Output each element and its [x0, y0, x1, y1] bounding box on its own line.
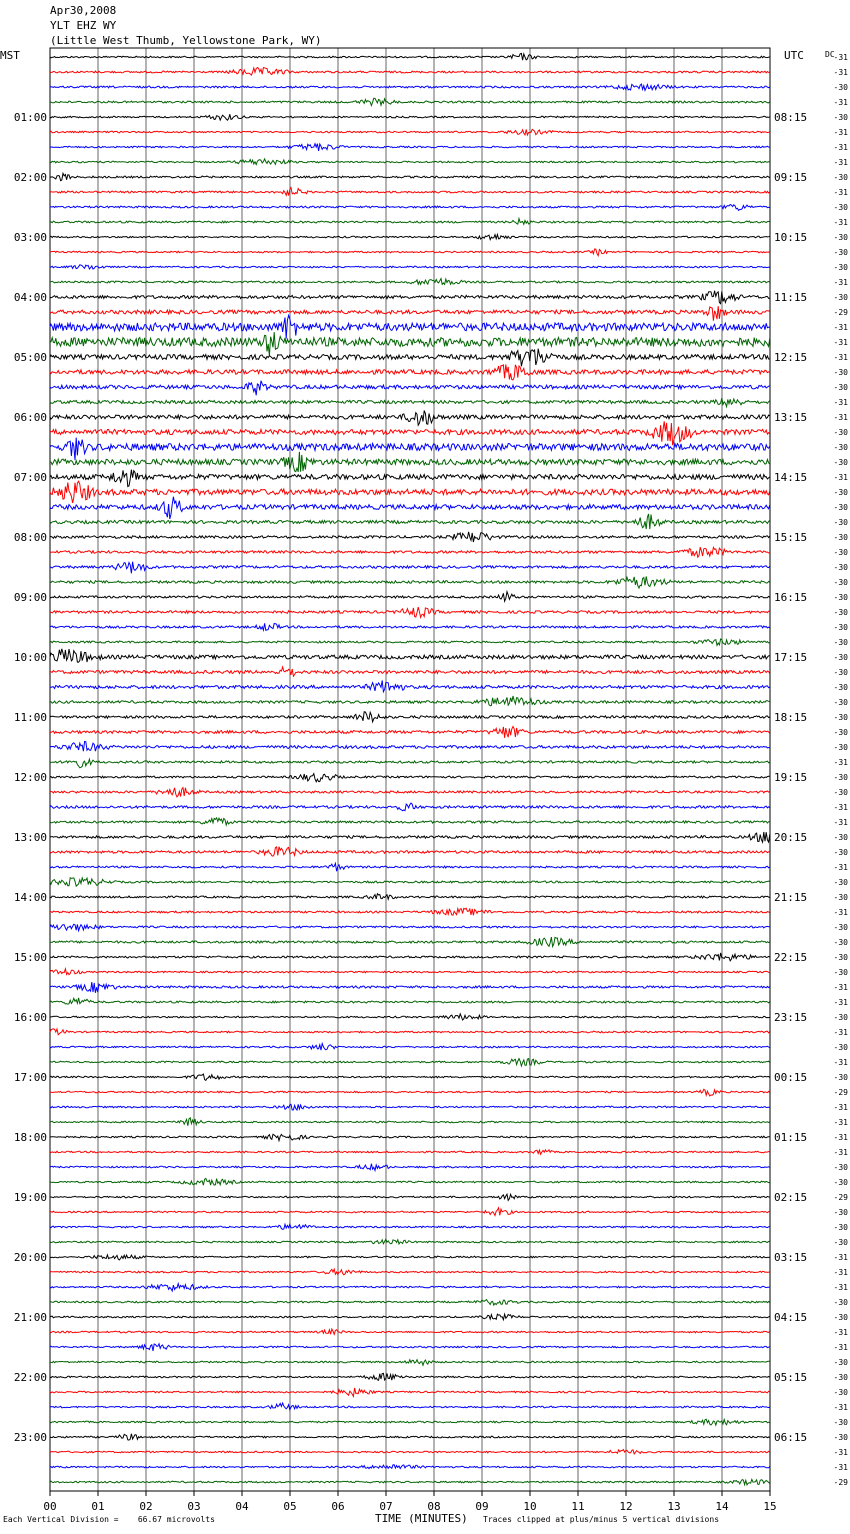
seismic-trace	[50, 982, 770, 993]
dc-offset-label: -30	[833, 248, 848, 257]
mst-hour-label: 21:00	[13, 1311, 47, 1324]
x-tick-label: 11	[571, 1500, 585, 1513]
dc-offset-label: -30	[833, 113, 848, 122]
utc-hour-label: 03:15	[774, 1251, 808, 1264]
dc-offset-label: -30	[833, 923, 848, 932]
dc-offset-label: -30	[833, 788, 848, 797]
dc-offset-label: -31	[833, 1403, 848, 1412]
seismic-trace	[50, 953, 770, 961]
seismic-trace	[50, 53, 770, 60]
dc-offset-label: -30	[833, 1418, 848, 1427]
seismic-trace	[50, 1300, 770, 1306]
seismic-trace	[50, 129, 770, 135]
x-tick-label: 02	[139, 1500, 153, 1513]
dc-offset-label: -31	[833, 1343, 848, 1352]
dc-offset-label: -30	[833, 878, 848, 887]
dc-offset-label: -31	[833, 998, 848, 1007]
mst-hour-label: 05:00	[13, 351, 47, 364]
dc-offset-label: -29	[833, 308, 848, 317]
dc-offset-label: -30	[833, 488, 848, 497]
dc-offset-label: -31	[833, 1448, 848, 1457]
seismic-trace	[50, 742, 770, 752]
dc-offset-label: -31	[833, 398, 848, 407]
seismic-trace	[50, 1360, 770, 1366]
dc-offset-label: -31	[833, 1103, 848, 1112]
mst-hour-label: 10:00	[13, 651, 47, 664]
seismic-trace	[50, 1014, 770, 1020]
mst-hour-label: 08:00	[13, 531, 47, 544]
utc-hour-label: 04:15	[774, 1311, 808, 1324]
location-label: (Little West Thumb, Yellowstone Park, WY)	[50, 34, 322, 47]
x-tick-label: 13	[667, 1500, 681, 1513]
dc-offset-label: -30	[833, 428, 848, 437]
seismic-trace	[50, 696, 770, 706]
mst-hour-label: 23:00	[13, 1431, 47, 1444]
mst-hour-label: 22:00	[13, 1371, 47, 1384]
dc-offset-label: -31	[833, 1283, 848, 1292]
seismic-trace	[50, 188, 770, 196]
dc-offset-label: -31	[833, 128, 848, 137]
utc-hour-label: 02:15	[774, 1191, 808, 1204]
seismic-trace	[50, 1255, 770, 1260]
seismic-trace	[50, 173, 770, 180]
dc-offset-label: -30	[833, 653, 848, 662]
seismic-trace	[50, 832, 770, 842]
dc-offset-label: -30	[833, 713, 848, 722]
seismic-trace	[50, 680, 770, 691]
utc-hour-label: 19:15	[774, 771, 808, 784]
dc-offset-label: -30	[833, 443, 848, 452]
seismic-trace	[50, 1029, 770, 1035]
x-tick-label: 03	[187, 1500, 201, 1513]
dc-offset-label: -31	[833, 1328, 848, 1337]
seismic-trace	[50, 547, 770, 557]
seismic-trace	[50, 349, 770, 367]
dc-offset-label: -31	[833, 1148, 848, 1157]
utc-hour-label: 16:15	[774, 591, 808, 604]
seismic-trace	[50, 577, 770, 589]
date-label: Apr30,2008	[50, 4, 117, 17]
utc-hour-label: 13:15	[774, 411, 808, 424]
dc-offset-label: -30	[833, 1313, 848, 1322]
station-label: YLT EHZ WY	[50, 19, 117, 32]
seismic-trace	[50, 364, 770, 380]
utc-hour-label: 06:15	[774, 1431, 808, 1444]
seismic-trace	[50, 1419, 770, 1425]
dc-offset-label: -29	[833, 1478, 848, 1487]
dc-offset-label: -30	[833, 638, 848, 647]
dc-offset-label: -31	[833, 1268, 848, 1277]
seismic-trace	[50, 481, 770, 503]
dc-offset-label: -30	[833, 1178, 848, 1187]
dc-offset-label: -30	[833, 623, 848, 632]
x-tick-label: 15	[763, 1500, 777, 1513]
dc-offset-label: -31	[833, 278, 848, 287]
mst-hour-label: 18:00	[13, 1131, 47, 1144]
dc-offset-label: -30	[833, 953, 848, 962]
seismic-trace	[50, 562, 770, 574]
x-tick-label: 12	[619, 1500, 633, 1513]
utc-hour-label: 20:15	[774, 831, 808, 844]
dc-offset-label: -31	[833, 413, 848, 422]
dc-offset-label: -31	[833, 338, 848, 347]
mst-hour-label: 07:00	[13, 471, 47, 484]
seismic-trace	[50, 114, 770, 120]
dc-offset-label: -30	[833, 1388, 848, 1397]
dc-offset-label: -30	[833, 293, 848, 302]
dc-offset-label: -30	[833, 938, 848, 947]
dc-offset-label: -30	[833, 773, 848, 782]
seismic-trace	[50, 265, 770, 269]
dc-offset-label: -30	[833, 683, 848, 692]
dc-offset-label: -30	[833, 728, 848, 737]
seismic-trace	[50, 607, 770, 617]
seismic-trace	[50, 592, 770, 602]
seismic-trace	[50, 727, 770, 738]
utc-hour-label: 01:15	[774, 1131, 808, 1144]
x-axis-title: TIME (MINUTES)	[375, 1512, 468, 1525]
dc-offset-label: -31	[833, 353, 848, 362]
mst-hour-label: 16:00	[13, 1011, 47, 1024]
x-tick-label: 07	[379, 1500, 393, 1513]
dc-offset-label: -31	[833, 1253, 848, 1262]
seismic-trace	[50, 1284, 770, 1291]
seismic-trace	[50, 1479, 770, 1485]
x-tick-label: 01	[91, 1500, 105, 1513]
utc-hour-label: 14:15	[774, 471, 808, 484]
dc-offset-label: -31	[833, 908, 848, 917]
mst-axis-label: MST	[0, 49, 20, 62]
dc-offset-label: -31	[833, 98, 848, 107]
mst-hour-label: 12:00	[13, 771, 47, 784]
utc-hour-label: 00:15	[774, 1071, 808, 1084]
dc-offset-label: -30	[833, 1223, 848, 1232]
seismic-trace	[50, 1044, 770, 1051]
mst-hour-label: 19:00	[13, 1191, 47, 1204]
seismic-trace	[50, 306, 770, 321]
seismic-trace	[50, 235, 770, 240]
dc-offset-label: -30	[833, 548, 848, 557]
seismic-trace	[50, 998, 770, 1004]
seismic-trace	[50, 411, 770, 426]
seismic-trace	[50, 532, 770, 542]
utc-hour-label: 17:15	[774, 651, 808, 664]
utc-hour-label: 23:15	[774, 1011, 808, 1024]
dc-offset-label: -30	[833, 263, 848, 272]
seismic-trace	[50, 1450, 770, 1454]
seismic-trace	[50, 144, 770, 151]
seismic-trace	[50, 1089, 770, 1096]
dc-offset-label: -30	[833, 698, 848, 707]
seismic-trace	[50, 908, 770, 915]
dc-offset-label: -31	[833, 983, 848, 992]
seismic-trace	[50, 68, 770, 76]
mst-hour-label: 11:00	[13, 711, 47, 724]
dc-offset-label: -30	[833, 83, 848, 92]
dc-offset-label: -31	[833, 1028, 848, 1037]
seismic-trace	[50, 514, 770, 529]
dc-offset-label: -30	[833, 1433, 848, 1442]
seismic-trace	[50, 649, 770, 662]
dc-offset-label: -30	[833, 743, 848, 752]
seismic-trace	[50, 1239, 770, 1244]
x-tick-label: 06	[331, 1500, 345, 1513]
seismic-trace	[50, 803, 770, 811]
seismic-trace	[50, 381, 770, 396]
seismic-trace	[50, 623, 770, 630]
dc-offset-label: -30	[833, 1373, 848, 1382]
seismic-trace	[50, 1059, 770, 1066]
dc-offset-label: -31	[833, 803, 848, 812]
seismic-trace	[50, 84, 770, 90]
seismic-trace	[50, 1434, 770, 1440]
seismic-trace	[50, 1388, 770, 1396]
dc-offset-label: -31	[833, 158, 848, 167]
seismic-trace	[50, 497, 770, 519]
seismic-trace	[50, 205, 770, 211]
dc-offset-label: -31	[833, 218, 848, 227]
dc-offset-label: -30	[833, 848, 848, 857]
seismic-trace	[50, 1150, 770, 1155]
dc-offset-label: -30	[833, 1163, 848, 1172]
mst-hour-label: 09:00	[13, 591, 47, 604]
dc-offset-label: -30	[833, 668, 848, 677]
seismic-trace	[50, 863, 770, 871]
seismic-trace	[50, 98, 770, 105]
seismic-trace	[50, 398, 770, 407]
seismic-trace	[50, 712, 770, 722]
seismic-trace	[50, 1194, 770, 1200]
seismic-trace	[50, 421, 770, 445]
seismic-trace	[50, 1269, 770, 1275]
dc-offset-label: -30	[833, 458, 848, 467]
dc-offset-label: -30	[833, 1208, 848, 1217]
mst-hour-label: 03:00	[13, 231, 47, 244]
dc-offset-label: -30	[833, 833, 848, 842]
seismic-trace	[50, 470, 770, 487]
dc-offset-label: -30	[833, 173, 848, 182]
dc-offset-label: -29	[833, 1088, 848, 1097]
seismic-trace	[50, 894, 770, 900]
mst-hour-label: 02:00	[13, 171, 47, 184]
dc-offset-label: -30	[833, 1298, 848, 1307]
utc-hour-label: 21:15	[774, 891, 808, 904]
seismic-trace	[50, 847, 770, 856]
seismic-trace	[50, 878, 770, 886]
seismic-trace	[50, 279, 770, 285]
seismic-trace	[50, 159, 770, 165]
dc-offset-label: -30	[833, 1073, 848, 1082]
utc-hour-label: 12:15	[774, 351, 808, 364]
mst-hour-label: 06:00	[13, 411, 47, 424]
seismic-trace	[50, 774, 770, 782]
dc-offset-label: -31	[833, 758, 848, 767]
dc-offset-label: -31	[833, 1463, 848, 1472]
dc-offset-label: -30	[833, 503, 848, 512]
mst-hour-label: 01:00	[13, 111, 47, 124]
dc-label: DC	[825, 50, 835, 59]
dc-offset-label: -30	[833, 518, 848, 527]
seismic-trace	[50, 1344, 770, 1351]
mst-hour-label: 14:00	[13, 891, 47, 904]
seismic-trace	[50, 291, 770, 304]
dc-offset-label: -31	[833, 68, 848, 77]
seismic-trace	[50, 1329, 770, 1334]
x-tick-label: 04	[235, 1500, 249, 1513]
clip-note: Traces clipped at plus/minus 5 vertical divisions	[483, 1515, 720, 1524]
mst-hour-label: 17:00	[13, 1071, 47, 1084]
vertical-division-note: Each Vertical Division = 66.67 microvolts	[3, 1515, 215, 1524]
seismic-trace	[50, 1074, 770, 1080]
dc-offset-label: -31	[833, 143, 848, 152]
dc-offset-label: -30	[833, 593, 848, 602]
seismic-trace	[50, 1465, 770, 1469]
utc-hour-label: 18:15	[774, 711, 808, 724]
x-tick-label: 09	[475, 1500, 489, 1513]
dc-offset-label: -31	[833, 1058, 848, 1067]
mst-hour-label: 13:00	[13, 831, 47, 844]
utc-axis-label: UTC	[784, 49, 804, 62]
dc-offset-label: -31	[833, 188, 848, 197]
seismic-trace	[50, 667, 770, 676]
utc-hour-label: 08:15	[774, 111, 808, 124]
mst-hour-label: 20:00	[13, 1251, 47, 1264]
dc-offset-label: -31	[833, 1133, 848, 1142]
dc-offset-label: -30	[833, 368, 848, 377]
seismic-trace	[50, 1164, 770, 1171]
seismic-trace	[50, 1118, 770, 1126]
x-tick-label: 00	[43, 1500, 57, 1513]
seismic-trace	[50, 639, 770, 645]
seismic-trace	[50, 1373, 770, 1380]
utc-hour-label: 22:15	[774, 951, 808, 964]
seismic-trace	[50, 759, 770, 768]
dc-offset-label: -30	[833, 1358, 848, 1367]
seismic-trace	[50, 1224, 770, 1229]
seismic-trace	[50, 1208, 770, 1216]
seismic-trace	[50, 1178, 770, 1185]
seismic-trace	[50, 1134, 770, 1140]
dc-offset-label: -30	[833, 233, 848, 242]
dc-offset-label: -30	[833, 1043, 848, 1052]
seismic-trace	[50, 818, 770, 825]
mst-hour-label: 04:00	[13, 291, 47, 304]
seismic-trace	[50, 1403, 770, 1410]
dc-offset-label: -29	[833, 1193, 848, 1202]
dc-offset-label: -30	[833, 203, 848, 212]
mst-hour-label: 15:00	[13, 951, 47, 964]
utc-hour-label: 15:15	[774, 531, 808, 544]
dc-offset-label: -30	[833, 578, 848, 587]
dc-offset-label: -30	[833, 533, 848, 542]
dc-offset-label: -31	[833, 323, 848, 332]
x-tick-label: 14	[715, 1500, 729, 1513]
x-tick-label: 08	[427, 1500, 441, 1513]
dc-offset-label: -31	[833, 473, 848, 482]
seismic-trace	[50, 1104, 770, 1110]
x-tick-label: 05	[283, 1500, 297, 1513]
utc-hour-label: 10:15	[774, 231, 808, 244]
utc-hour-label: 09:15	[774, 171, 808, 184]
dc-offset-label: -30	[833, 383, 848, 392]
seismic-trace	[50, 969, 770, 975]
dc-offset-label: -30	[833, 608, 848, 617]
x-tick-label: 10	[523, 1500, 537, 1513]
dc-offset-label: -30	[833, 893, 848, 902]
seismic-trace	[50, 452, 770, 472]
utc-hour-label: 05:15	[774, 1371, 808, 1384]
seismic-trace	[50, 315, 770, 338]
seismic-trace	[50, 1314, 770, 1320]
seismic-trace	[50, 924, 770, 931]
dc-offset-label: -31	[833, 53, 848, 62]
dc-offset-label: -30	[833, 968, 848, 977]
dc-offset-label: -30	[833, 563, 848, 572]
seismic-trace	[50, 788, 770, 797]
seismic-trace	[50, 219, 770, 225]
dc-offset-label: -31	[833, 1118, 848, 1127]
seismic-trace	[50, 332, 770, 356]
utc-hour-label: 11:15	[774, 291, 808, 304]
dc-offset-label: -30	[833, 1013, 848, 1022]
plot-frame	[50, 48, 770, 1491]
dc-offset-label: -31	[833, 818, 848, 827]
dc-offset-label: -30	[833, 1238, 848, 1247]
seismic-trace	[50, 249, 770, 256]
dc-offset-label: -31	[833, 863, 848, 872]
seismic-trace	[50, 937, 770, 946]
